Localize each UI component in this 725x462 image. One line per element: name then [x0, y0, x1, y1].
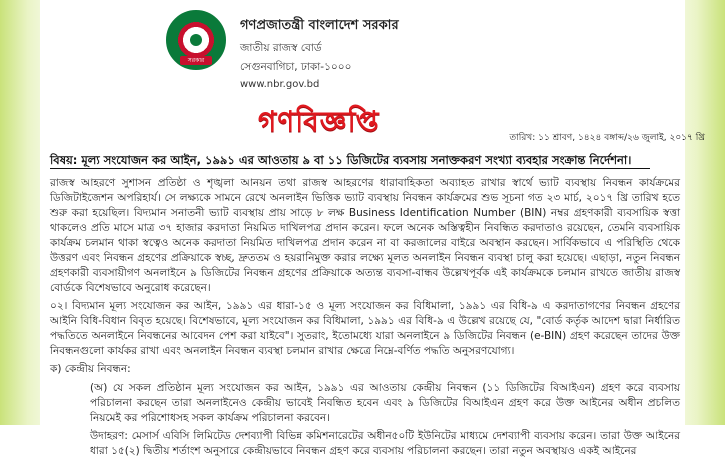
subject-underline — [50, 168, 650, 169]
sub-paragraph-example: উদাহরণ: মেসার্স এবিসি লিমিটেড দেশব্যাপী বিভিন্ন কমিশনারেটের অধীন৫০টি ইউনিটের মাধ্যমে দেশব্যাপী ব্যবসায় করেন। তারা উক্ত আইনের ধারা ১৫(২) দ্বিতীয় শর্তাংশ অনুসারে কেন্দ্রীয়ভাবে নিবন্ধন গ্রহণ করে ব্যবসায় পরিচালনা করছেন। তারা নতুন অবস্থায়ও একই আইনের — [90, 430, 680, 457]
board-website: www.nbr.gov.bd — [240, 79, 320, 90]
board-address: সেগুনবাগিচা, ঢাকা-১০০০ — [240, 61, 352, 73]
paragraph-02: ০২। বিদ্যমান মূল্য সংযোজন কর আইন, ১৯৯১ এর ধারা-১৫ ও মূল্য সংযোজন কর বিধিমালা, ১৯৯১ এর বিধি-৯ এ করদাতাগণের নিবন্ধন গ্রহণের আইনি বিধি-বিধান বিবৃত হয়েছে। বিশেষভাবে, মূল্য সংযোজন কর বিধিমালা, ১৯৯১ এর বিধি-৯ এ উল্লেখ রয়েছে যে, "বোর্ড কর্তৃক আদেশ দ্বারা নির্ধারিত পদ্ধতিতে অনলাইনে নিবন্ধনের আবেদন পেশ করা যাইবে"। সুতরাং, ইতোমধ্যে যারা অনলাইনে ৯ ডিজিটের নিবন্ধন (e-BIN) গ্রহণ করেছেন তাদের উক্ত নিবন্ধনগুলো কার্যকর রাখা এবং অনলাইন নিবন্ধন ব্যবস্থা চলমান রাখার ক্ষেত্রে নিম্নে-বর্ণিত পদ্ধতি অনুসরণযোগ্য। — [50, 300, 680, 357]
section-central-registration-heading: ক) কেন্দ্রীয় নিবন্ধন: — [50, 363, 131, 375]
notice-subject: বিষয়: মূল্য সংযোজন কর আইন, ১৯৯১ এর আওতায় ৯ বা ১১ ডিজিটের ব্যবসায় সনাক্তকরণ সংখ্যা ব্যবহার সংক্রান্ত নির্দেশনা। — [50, 153, 632, 167]
board-name: জাতীয় রাজস্ব বোর্ড — [240, 42, 322, 54]
notice-date: তারিখ: ১১ শ্রাবণ, ১৪২৪ বঙ্গাব্দ/২৬ জুলাই, ২০১৭ খ্রি — [509, 133, 705, 143]
notice-body — [50, 176, 680, 462]
paragraph-intro: রাজস্ব আহরণে সুশাসন প্রতিষ্ঠা ও শৃঙ্খলা আনয়ন তথা রাজস্ব আহরণের ধারাবাহিকতা অব্যাহত রাখার স্বার্থে ভ্যাট ব্যবস্থায় নিবন্ধন কার্যক্রমের ডিজিটাইজেশন অপরিহার্য। সে লক্ষ্যকে সামনে রেখে অনলাইন ভিত্তিক ভ্যাট ব্যবস্থায় নিবন্ধন কার্যক্রমের শুভ সূচনা গত ২৩ মার্চ, ২০১৭ খ্রি তারিখ হতে শুরু করা হয়েছিল। বিদ্যমান সনাতনী ভ্যাট ব্যবস্থায় প্রায় সাড়ে ৮ লক্ষ Business Identification Number (BIN) নম্বর গ্রহণকারী ব্যবসায়িক স্বত্তা থাকলেও প্রতি মাসে মাত্র ৩৭ হাজার করদাতা নিয়মিত দাখিলপত্র প্রদান করেন। ফলে অনেক অস্তিত্বহীন নিবন্ধিত করদাতাও রয়েছেন, তেমনি ব্যবসায়িক কার্যক্রম চলমান থাকা স্বত্বেও অনেক করদাতা নিয়মিত দাখিলপত্র প্রদান করেন না বা করজালের বাইরে অবস্থান করছেন। সার্বিকভাবে এ পরিস্থিতি থেকে উত্তরণ এবং নিবন্ধন গ্রহণের প্রক্রিয়াকে স্বচ্ছ, দ্রুততম ও হয়রানিমুক্ত করার লক্ষ্যে মূলত অনলাইন নিবন্ধন ব্যবস্থা চালু করা হয়েছে। এছাড়া, নতুন নিবন্ধন গ্রহণকারী ব্যবসায়ীগণ অনলাইনে ৯ ডিজিটের নিবন্ধন গ্রহণের প্রক্রিয়াকে অত্যন্ত ব্যবসা-বান্ধব উল্লেখপূর্বক এই কার্যক্রমকে চলমান রাখতে জাতীয় রাজস্ব বোর্ডকে বিশেষভাবে অনুরোধ করেছেন। — [50, 177, 680, 294]
government-title: গণপ্রজাতন্ত্রী বাংলাদেশ সরকার — [240, 18, 399, 33]
emblem-ribbon: সরকার — [180, 56, 212, 65]
sub-paragraph-a: (অ) যে সকল প্রতিষ্ঠান মূল্য সংযোজন কর আইন, ১৯৯১ এর আওতায় কেন্দ্রীয় নিবন্ধন (১১ ডিজিটের বিআইএন) গ্রহণ করে ব্যবসায় পরিচালনা করছেন তারা অনলাইনেও কেন্দ্রীয় ভাবেই নিবন্ধিত হবেন এবং ৯ ডিজিটের বিআইএন গ্রহণ করে উক্ত আইনের অধীন প্রচলিত নিয়মেই কর পরিশোধসহ সকল কার্যক্রম পরিচালনা করবেন। — [90, 382, 680, 424]
government-emblem-icon — [166, 10, 226, 70]
government-header — [240, 16, 480, 90]
notice-banner-title: গণবিজ্ঞপ্তি — [258, 105, 380, 138]
emblem-center — [190, 34, 202, 46]
